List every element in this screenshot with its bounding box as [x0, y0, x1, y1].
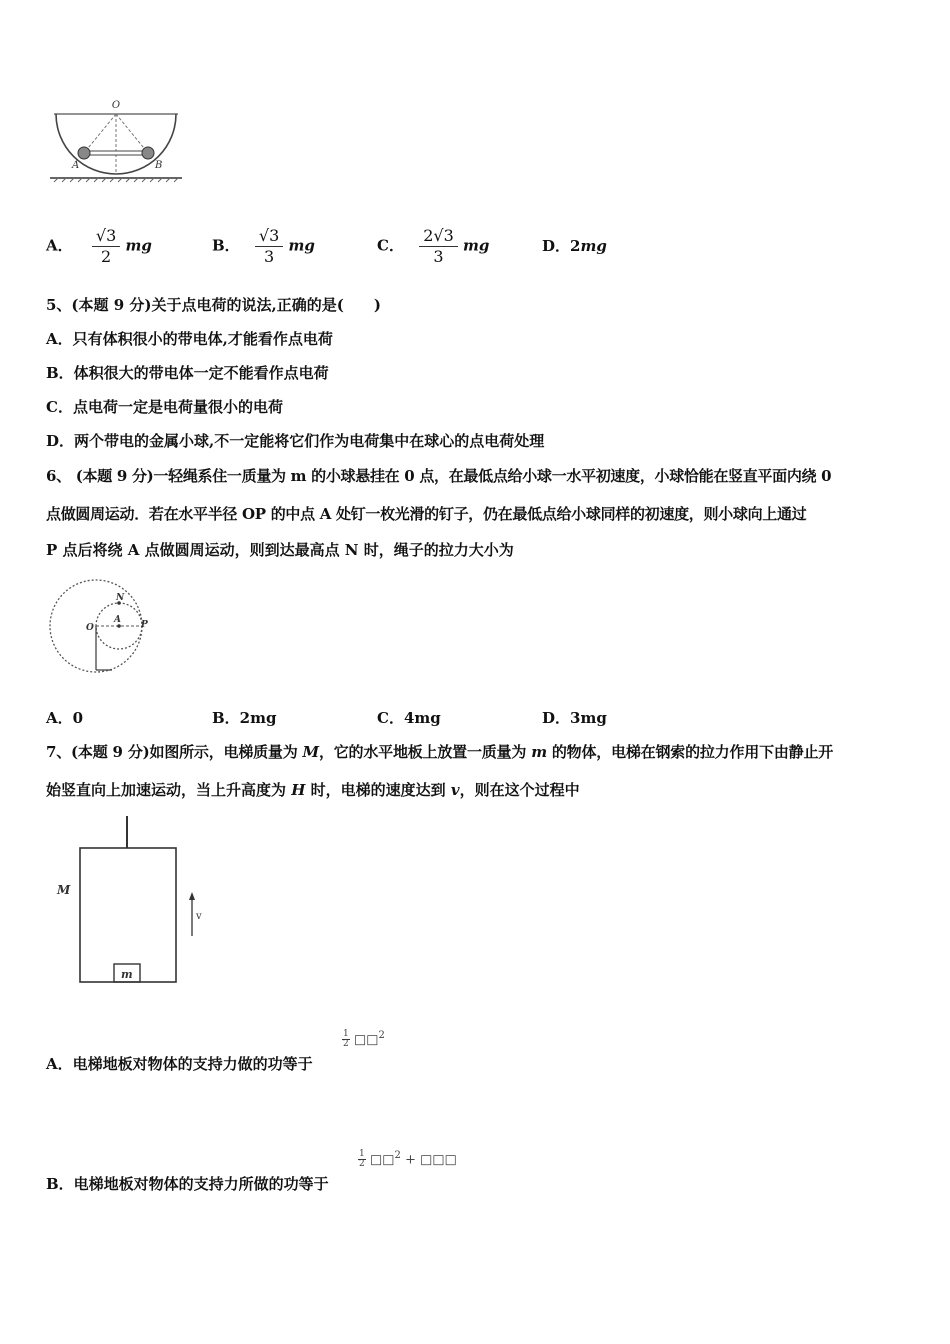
- q6-stem-line3: P 点后将绕 A 点做圆周运动，则到达最高点 N 时，绳子的拉力大小为: [46, 541, 514, 559]
- q6-circle-figure: [46, 574, 166, 684]
- label-o: O: [111, 100, 121, 111]
- label-o: O: [86, 623, 94, 633]
- q6-option-a[interactable]: A．0: [46, 709, 84, 727]
- q7-stem-line2: 始竖直向上加速运动，当上升高度为 H 时，电梯的速度达到 v，则在这个过程中: [46, 781, 580, 799]
- q7-stem-line1: 7、(本题 9 分)如图所示，电梯质量为 M，它的水平地板上放置一质量为 m 的物体，电梯在钢索的拉力作用下由静止开: [46, 743, 834, 761]
- q7-option-a-formula: $\frac{1}{2}$ □□$^2$: [343, 1029, 385, 1050]
- q5-option-c[interactable]: C．点电荷一定是电荷量很小的电荷: [46, 398, 283, 416]
- q5-stem: 5、(本题 9 分)关于点电荷的说法,正确的是( ): [46, 296, 381, 314]
- fraction: $\frac{2√3}{3}$: [419, 226, 458, 267]
- label-n: N: [116, 593, 125, 603]
- label-p: P: [141, 620, 148, 630]
- q6-stem-line1: 6、 (本题 9 分)一轻绳系住一质量为 m 的小球悬挂在 0 点，在最低点给小球一水平初速度，小球恰能在竖直平面内绕 0: [46, 467, 832, 485]
- q6-option-d[interactable]: D．3mg: [542, 709, 607, 727]
- q4-bowl-figure: [44, 96, 188, 186]
- q6-option-c[interactable]: C．4mg: [377, 709, 441, 727]
- q5-option-d[interactable]: D．两个带电的金属小球,不一定能将它们作为电荷集中在球心的点电荷处理: [46, 432, 545, 450]
- q7-option-b-formula: $\frac{1}{2}$ □□$^2$ + □□□: [359, 1149, 457, 1170]
- q7-elevator-figure: [50, 812, 220, 988]
- q5-option-a[interactable]: A．只有体积很小的带电体,才能看作点电荷: [46, 330, 333, 348]
- q7-option-a[interactable]: A．电梯地板对物体的支持力做的功等于: [46, 1055, 313, 1073]
- q4-option-c[interactable]: C． $\frac{2√3}{3}$ mg: [377, 226, 490, 266]
- q7-option-b[interactable]: B．电梯地板对物体的支持力所做的功等于: [46, 1175, 329, 1193]
- q4-option-b[interactable]: B． $\frac{√3}{3}$ mg: [212, 226, 315, 266]
- q6-option-b[interactable]: B．2mg: [212, 709, 277, 727]
- fraction: $\frac{√3}{3}$: [255, 226, 283, 267]
- label-a: A: [114, 615, 121, 625]
- label-v: v: [196, 911, 202, 922]
- fraction: $\frac{√3}{2}$: [92, 226, 120, 267]
- q6-stem-line2: 点做圆周运动．若在水平半径 OP 的中点 A 处钉一枚光滑的钉子，仍在最低点给小球同样的初速度，则小球向上通过: [46, 505, 807, 523]
- q5-option-b[interactable]: B．体积很大的带电体一定不能看作点电荷: [46, 364, 329, 382]
- label-m-elevator: M: [57, 883, 71, 897]
- label-a: A: [72, 160, 80, 171]
- label-b: B: [155, 160, 163, 171]
- label-m-object: m: [121, 968, 133, 981]
- q4-option-d[interactable]: D．2mg: [542, 237, 607, 255]
- q4-option-a[interactable]: A． $\frac{√3}{2}$ mg: [46, 226, 152, 266]
